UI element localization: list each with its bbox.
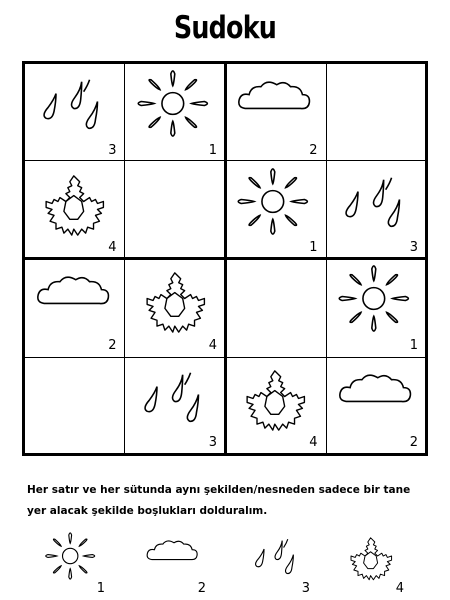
filled-cell (226, 64, 328, 163)
cell-number: 3 (409, 240, 418, 256)
filled-cell (126, 64, 228, 163)
instructions (27, 480, 437, 522)
filled-cell (327, 259, 429, 358)
legend-item (128, 528, 220, 598)
cell-number: 1 (208, 142, 217, 158)
instructions-line-1: Her satır ve her sütunda aynı şekilden/nesneden sadece bir tane (27, 484, 411, 496)
cell-number: 4 (108, 240, 117, 256)
filled-cell (226, 357, 328, 456)
legend-item (232, 528, 324, 598)
filled-cell (25, 259, 127, 358)
cell-number: 2 (409, 435, 418, 451)
filled-cell (25, 64, 127, 163)
instructions-line-2: yer alacak şekilde boşlukları dolduralım. (27, 505, 268, 517)
cell-number: 2 (309, 142, 318, 158)
filled-cell (327, 357, 429, 456)
sun-icon (27, 528, 119, 598)
filled-cell (126, 259, 228, 358)
filled-cell (126, 357, 228, 456)
page-title: Sudoku (173, 10, 277, 46)
cell-number: 3 (108, 142, 117, 158)
legend-number: 1 (96, 581, 105, 596)
cell-number: 3 (208, 435, 217, 451)
cell-number: 4 (208, 337, 217, 353)
empty-cell[interactable] (226, 259, 328, 358)
raindrops-icon (232, 528, 324, 598)
legend-number: 3 (301, 581, 310, 596)
sudoku-board (22, 61, 428, 456)
cell-number: 1 (409, 337, 418, 353)
legend-item (326, 528, 418, 598)
snowflake-icon (326, 528, 418, 598)
empty-cell[interactable] (327, 64, 429, 163)
empty-cell[interactable] (25, 357, 127, 456)
filled-cell (327, 162, 429, 261)
cell-number: 4 (309, 435, 318, 451)
filled-cell (25, 162, 127, 261)
filled-cell (226, 162, 328, 261)
legend-number: 4 (395, 581, 404, 596)
legend-item (27, 528, 119, 598)
cell-number: 1 (309, 240, 318, 256)
cell-number: 2 (108, 337, 117, 353)
cloud-icon (128, 528, 220, 598)
legend-number: 2 (197, 581, 206, 596)
empty-cell[interactable] (126, 162, 228, 261)
